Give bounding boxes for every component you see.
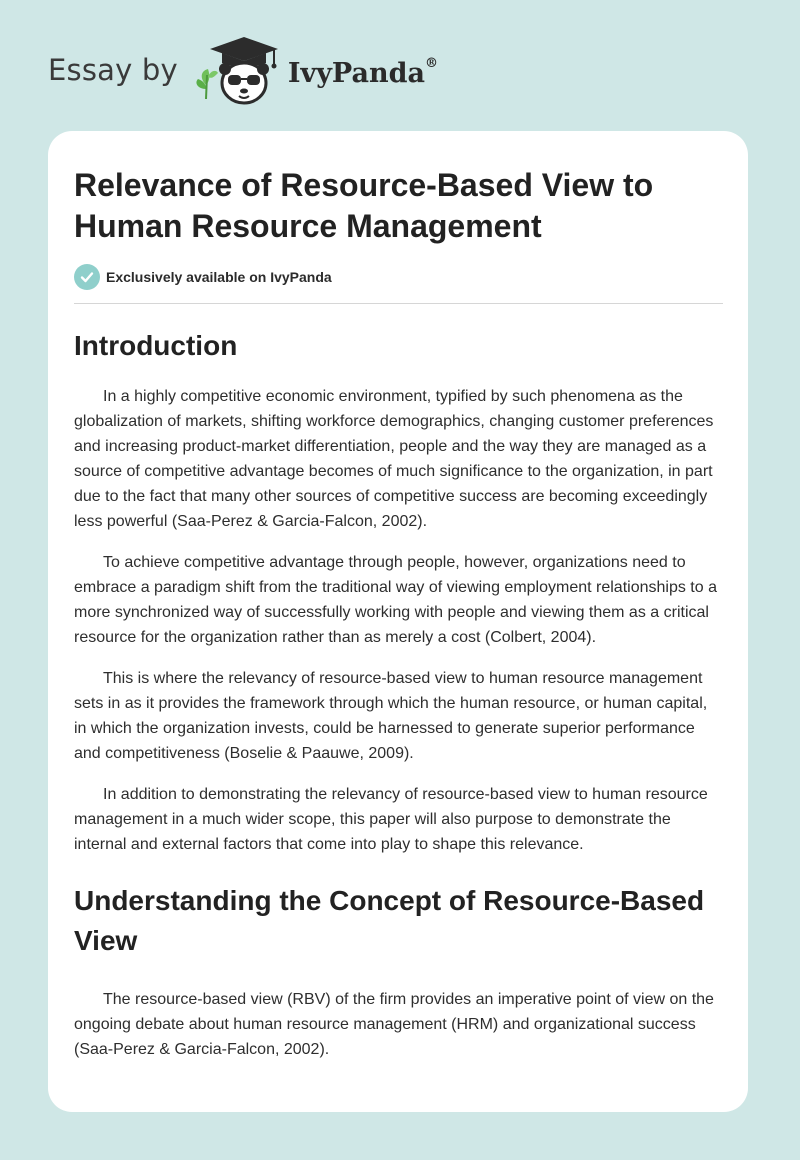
paragraph: To achieve competitive advantage through people, however, organizations need to embrace a paradigm shift from the traditional way of viewing employment relationships to a more synchronized way of successfully working with people and viewing them as a critical resource for the organization rather than as merely a cost (Colbert, 2004). [74,554,717,646]
section-heading: Introduction [74,330,238,361]
essay-card [48,131,748,1112]
paragraph: The resource-based view (RBV) of the firm provides an imperative point of view on the ongoing debate about human resource management (HRM) and organizational success (Saa-Perez & Garcia-Falcon, 2002). [74,991,714,1058]
paragraph: This is where the relevancy of resource-based view to human resource management sets in as it provides the framework through which the human resource, or human capital, in which the organization invests, could be harnessed to generate superior performance and competitiveness (Boselie & Paauwe, 2009). [74,670,708,762]
brand-name[interactable]: IvyPanda® [287,55,438,89]
site-header [48,36,438,108]
paragraph: In addition to demonstrating the relevancy of resource-based view to human resource management in a much wider scope, this paper will also purpose to demonstrate the internal and external factors that come into play to shape this relevance. [74,786,708,853]
panda-graduate-logo-icon[interactable] [192,35,286,109]
essay-title: Relevance of Resource-Based View to Human Resource Management [74,167,654,244]
check-circle-icon [74,264,100,290]
section-heading: Understanding the Concept of Resource-Based View [74,885,705,956]
registered-mark: ® [424,55,438,71]
paragraph: In a highly competitive economic environment, typified by such phenomena as the globalization of markets, shifting workforce demographics, changing customer preferences and increasing product-market differentiation, people and the way they are managed as a source of competitive advantage becomes of much significance to the organization, in part due to the fact that many other sources of competitive success are becoming exceedingly less powerful (Saa-Perez & Garcia-Falcon, 2002). [74,388,714,530]
divider [74,303,723,304]
exclusive-badge [74,263,722,291]
essay-by-label: Essay by [48,53,178,87]
badge-text: Exclusively available on IvyPanda [106,269,332,285]
